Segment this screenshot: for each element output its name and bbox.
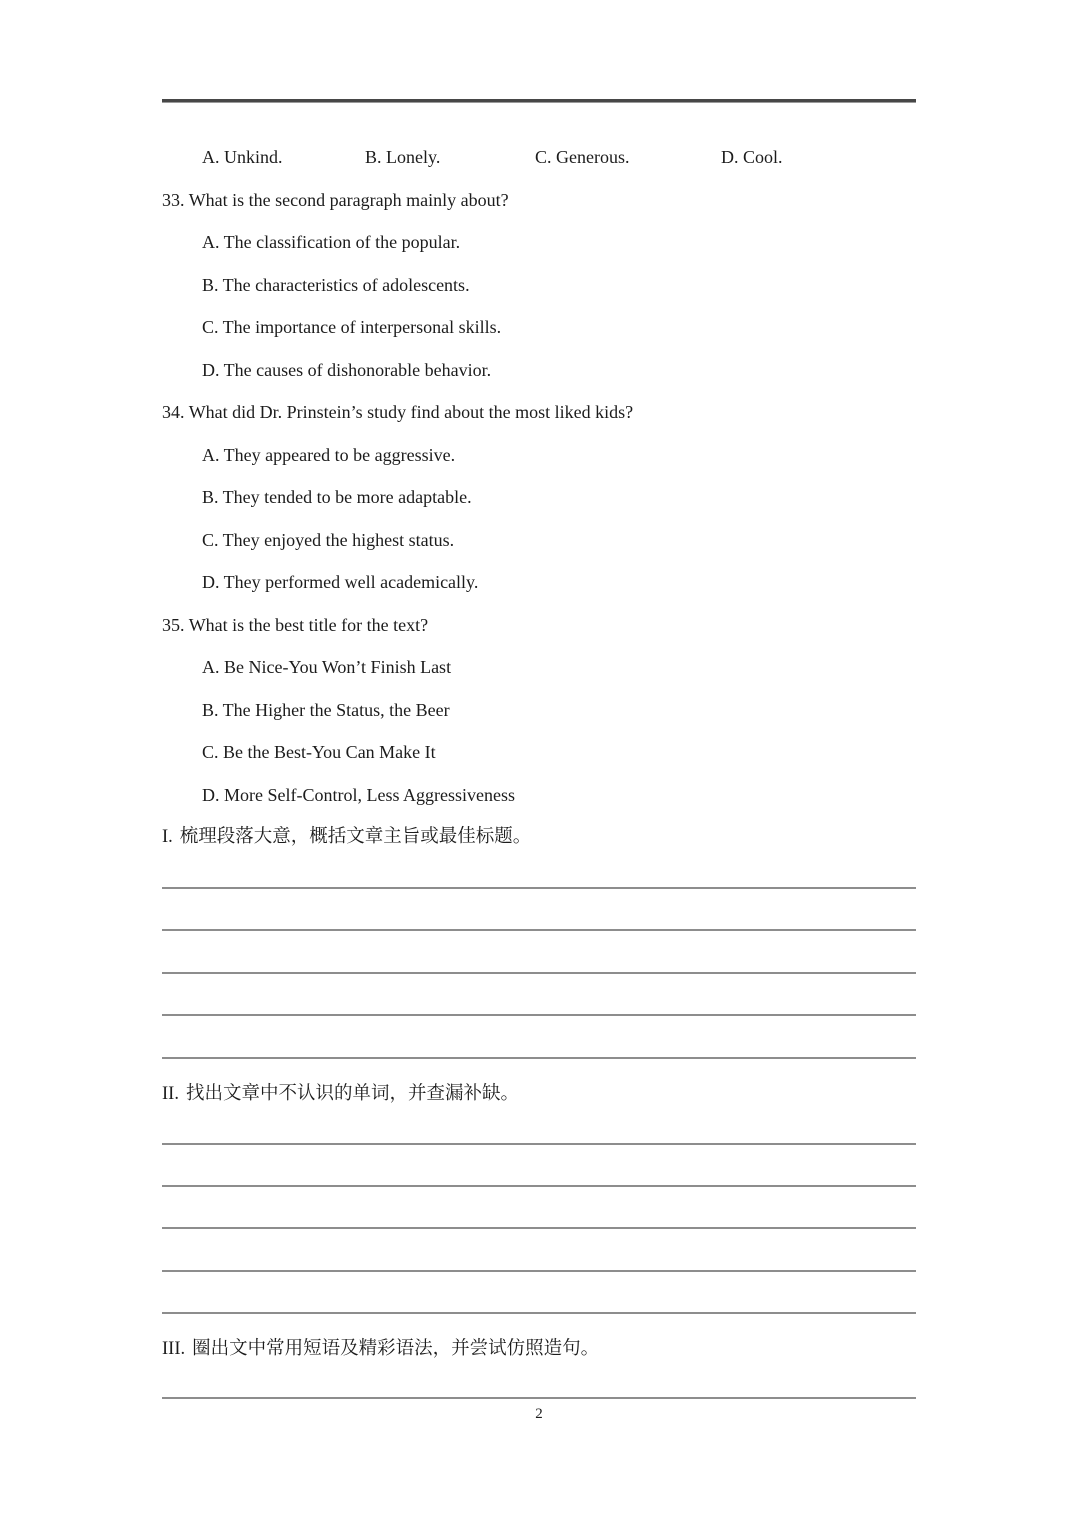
page-content	[162, 99, 916, 1425]
section-instruction: 找出文章中不认识的单词，并查漏补缺。	[185, 1083, 519, 1104]
writing-line	[162, 929, 916, 931]
question-34-option-a: A. They appeared to be aggressive.	[202, 444, 456, 465]
section-2-heading	[162, 1081, 916, 1107]
question-text: What is the best title for the text?	[188, 614, 429, 635]
option-a: A. Unkind.	[202, 147, 283, 167]
question-34	[162, 399, 916, 425]
question-text: What did Dr. Prinstein’s study find about the most liked kids?	[188, 402, 634, 422]
question-34-option-b: B. They tended to be more adaptable.	[202, 487, 472, 507]
option-b: B. Lonely.	[365, 147, 441, 167]
question-33-option-b: B. The characteristics of adolescents.	[202, 274, 470, 295]
writing-line	[162, 1057, 916, 1059]
writing-line	[162, 1270, 916, 1272]
question-33	[162, 187, 916, 213]
section-1-heading	[162, 824, 916, 850]
option-d: D. Cool.	[721, 147, 783, 167]
question-number: 35.	[162, 614, 185, 635]
writing-line	[162, 1014, 916, 1016]
question-33-option-a: A. The classification of the popular.	[202, 232, 461, 252]
writing-line	[162, 1397, 916, 1399]
option-c: C. Generous.	[535, 147, 630, 167]
writing-line	[162, 1227, 916, 1229]
question-33-option-c: C. The importance of interpersonal skills.	[202, 317, 502, 337]
question-text: What is the second paragraph mainly about?	[188, 189, 509, 210]
writing-line	[162, 1185, 916, 1187]
question-35-option-b: B. The Higher the Status, the Beer	[202, 699, 450, 720]
section-instruction: 梳理段落大意，概括文章主旨或最佳标题。	[179, 827, 532, 847]
section-label: II.	[162, 1083, 179, 1104]
section-instruction: 圈出文中常用短语及精彩语法，并尝试仿照造句。	[192, 1339, 600, 1360]
question-35	[162, 612, 916, 638]
writing-line	[162, 1312, 916, 1314]
section-label: III.	[162, 1339, 186, 1360]
section-2-writing-lines	[162, 1143, 916, 1315]
question-34-option-c: C. They enjoyed the highest status.	[202, 529, 455, 550]
writing-line	[162, 972, 916, 974]
section-3-writing-lines	[162, 1397, 916, 1399]
question-number: 33.	[162, 189, 185, 210]
question-number: 34.	[162, 402, 185, 422]
page-number: 2	[535, 1406, 543, 1423]
question-35-option-d: D. More Self-Control, Less Aggressiveness	[202, 784, 515, 805]
question-35-option-a: A. Be Nice-You Won’t Finish Last	[202, 657, 452, 677]
question-34-option-d: D. They performed well academically.	[202, 572, 479, 592]
section-3-heading	[162, 1336, 916, 1362]
question-33-option-d: D. The causes of dishonorable behavior.	[202, 359, 492, 380]
writing-line	[162, 887, 916, 889]
writing-line	[162, 1143, 916, 1145]
answer-options-row	[162, 144, 916, 170]
section-1-writing-lines	[162, 887, 916, 1059]
question-35-option-c: C. Be the Best-You Can Make It	[202, 742, 436, 762]
section-label: I.	[162, 827, 173, 847]
header-rule	[162, 99, 916, 103]
